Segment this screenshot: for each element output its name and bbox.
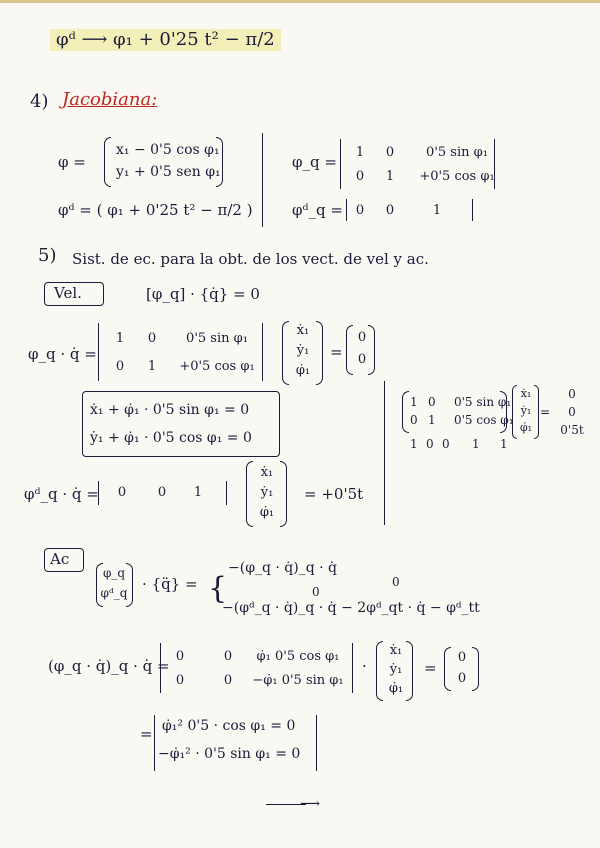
side-r3c3: 0 <box>442 437 450 451</box>
ac-rhs-1: −(φ_q · q̇)_q · q̇ <box>228 560 338 576</box>
section-4-title: Jacobiana: <box>62 89 158 110</box>
phidq-c3: 1 <box>432 203 442 218</box>
phiq-r2c3: +0'5 cos φ₁ <box>419 169 495 184</box>
last-r1c2: 0 <box>223 649 233 664</box>
last-zero-2: 0 <box>457 671 467 686</box>
phidq-c1: 0 <box>355 203 365 218</box>
vel-m-r2c3: +0'5 cos φ₁ <box>179 359 255 374</box>
velocity-divider <box>384 381 385 525</box>
section-5-number: 5) <box>38 245 57 266</box>
result-left-bar <box>154 715 155 771</box>
ac-small-zero-1: 0 <box>312 585 320 599</box>
last-r1c3: φ̇₁ 0'5 cos φ₁ <box>256 649 340 664</box>
last-qdot-x: ẋ₁ <box>389 643 403 658</box>
ac-brace: { <box>208 571 228 606</box>
last-qdot-y: ẏ₁ <box>389 662 403 677</box>
side-eq-sign: = <box>540 405 551 419</box>
result-eq-sign: = <box>140 725 153 743</box>
phi-bracket-left <box>104 137 111 187</box>
vel-m-r2c1: 0 <box>115 359 125 374</box>
qdot-y: ẏ₁ <box>296 343 310 358</box>
vel-label: Vel. <box>54 284 82 302</box>
zero-vec-right <box>368 325 375 375</box>
phiq-r1c2: 0 <box>385 145 395 160</box>
phi-bracket-right <box>216 137 223 187</box>
zero-vec-1: 0 <box>357 330 367 345</box>
last-r2c3: −φ̇₁ 0'5 sin φ₁ <box>252 673 344 688</box>
side-matrix-left <box>402 391 409 433</box>
phidq-qdot-x: ẋ₁ <box>260 465 274 480</box>
vel-m-r2c2: 1 <box>147 359 157 374</box>
phiq-lhs: φ_q = <box>292 153 337 171</box>
ac-mid: · {q̈} = <box>142 575 198 593</box>
side-r2c2: 1 <box>428 413 436 427</box>
vel-matrix-right <box>262 323 263 381</box>
vel-eq-sign: = <box>330 343 343 361</box>
last-eq-sign: = <box>424 659 437 677</box>
last-matrix-right <box>352 643 353 693</box>
qdot-vec-right <box>316 321 323 385</box>
result-row-2: −φ̇₁² · 0'5 sin φ₁ = 0 <box>158 746 301 762</box>
last-r2c1: 0 <box>175 673 185 688</box>
side-matrix-right <box>500 391 507 433</box>
velocity-system-row-2: ẏ₁ + φ̇₁ · 0'5 cos φ₁ = 0 <box>90 430 252 446</box>
phi-lhs: φ = <box>58 153 86 171</box>
side-qdot-y: ẏ₁ <box>520 404 532 417</box>
side-r3c2: 0 <box>426 437 434 451</box>
phiq-r1c1: 1 <box>355 145 365 160</box>
ac-label: Ac <box>50 550 70 568</box>
ac-small-zero-2: 0 <box>392 575 400 589</box>
vel-m-r1c1: 1 <box>115 331 125 346</box>
last-qdot-right <box>406 641 413 701</box>
qdot-phi: φ̇₁ <box>295 363 311 378</box>
qdot-x: ẋ₁ <box>296 323 310 338</box>
vel-m-r1c3: 0'5 sin φ₁ <box>186 331 248 346</box>
phiq-r2c2: 1 <box>385 169 395 184</box>
last-r1c1: 0 <box>175 649 185 664</box>
phiq-qdot-lhs: φ_q · q̇ = <box>28 345 97 363</box>
vel-equation: [φ_q] · {q̇} = 0 <box>146 285 260 303</box>
velocity-system-row-1: ẋ₁ + φ̇₁ · 0'5 sin φ₁ = 0 <box>90 402 250 418</box>
ac-vec-2: φᵈ_q <box>100 586 128 600</box>
phidq-qdot-c2: 0 <box>157 485 167 500</box>
side-qdot-x: ẋ₁ <box>520 387 532 400</box>
phid-lhs: φᵈ = ( φ₁ + 0'25 t² − π/2 ) <box>58 201 253 219</box>
phidq-qdot-y: ẏ₁ <box>260 485 274 500</box>
section-4-number: 4) <box>30 91 49 112</box>
footer-arrow: ⟶ <box>300 796 321 812</box>
last-qdot-phi: φ̇₁ <box>388 681 404 696</box>
side-rhs-3: 0'5t <box>560 423 584 437</box>
phi-row-2: y₁ + 0'5 sen φ₁ <box>116 164 221 180</box>
top-equation: φᵈ ⟶ φ₁ + 0'25 t² − π/2 <box>50 29 281 51</box>
side-r2c1: 0 <box>410 413 418 427</box>
section-4-divider <box>262 133 263 227</box>
phiq-r1c3: 0'5 sin φ₁ <box>426 145 488 160</box>
phidq-qdot-lhs: φᵈ_q · q̇ = <box>24 485 99 503</box>
side-r2c3: 0'5 cos φ₁ <box>454 413 514 427</box>
vel-m-r1c2: 0 <box>147 331 157 346</box>
side-r1c3: 0'5 sin φ₁ <box>454 395 512 409</box>
last-lhs: (φ_q · q̇)_q · q̇ = <box>48 657 170 675</box>
result-row-1: φ̇₁² 0'5 · cos φ₁ = 0 <box>162 718 296 734</box>
phidq-qdot-vec-right <box>280 461 287 527</box>
last-zero-right <box>472 647 479 691</box>
side-r3c4: 1 <box>472 437 480 451</box>
phidq-lhs: φᵈ_q = <box>292 201 343 219</box>
phi-row-1: x₁ − 0'5 cos φ₁ <box>116 142 220 158</box>
side-qdot-right <box>534 385 539 439</box>
result-right-bar <box>316 715 317 771</box>
phidq-qdot-rhs: = +0'5t <box>304 485 364 503</box>
ac-rhs-2: −(φᵈ_q · q̇)_q · q̇ − 2φᵈ_qt · q̇ − φᵈ_tt <box>222 600 480 616</box>
ac-vec-right <box>126 563 133 607</box>
phidq-matrix-right <box>472 199 473 221</box>
last-zero-1: 0 <box>457 650 467 665</box>
side-r3c1: 1 <box>410 437 418 451</box>
side-qdot-phi: φ̇₁ <box>519 421 533 434</box>
phidq-c2: 0 <box>385 203 395 218</box>
side-r1c2: 0 <box>428 395 436 409</box>
phidq-qdot-c1: 0 <box>117 485 127 500</box>
section-5-title: Sist. de ec. para la obt. de los vect. de vel y ac. <box>72 250 429 268</box>
phidq-qdot-phi: φ̇₁ <box>259 505 275 520</box>
ac-vec-1: φ_q <box>102 566 126 580</box>
phidq-qdot-c3: 1 <box>193 485 203 500</box>
phidq-qdot-right <box>226 481 227 505</box>
last-dot: · <box>362 657 367 675</box>
side-rhs-2: 0 <box>568 405 576 419</box>
zero-vec-2: 0 <box>357 352 367 367</box>
side-r3c5: 1 <box>500 437 508 451</box>
side-r1c1: 1 <box>410 395 418 409</box>
side-rhs-1: 0 <box>568 387 576 401</box>
last-r2c2: 0 <box>223 673 233 688</box>
phiq-matrix-right <box>494 139 495 189</box>
phiq-r2c1: 0 <box>355 169 365 184</box>
